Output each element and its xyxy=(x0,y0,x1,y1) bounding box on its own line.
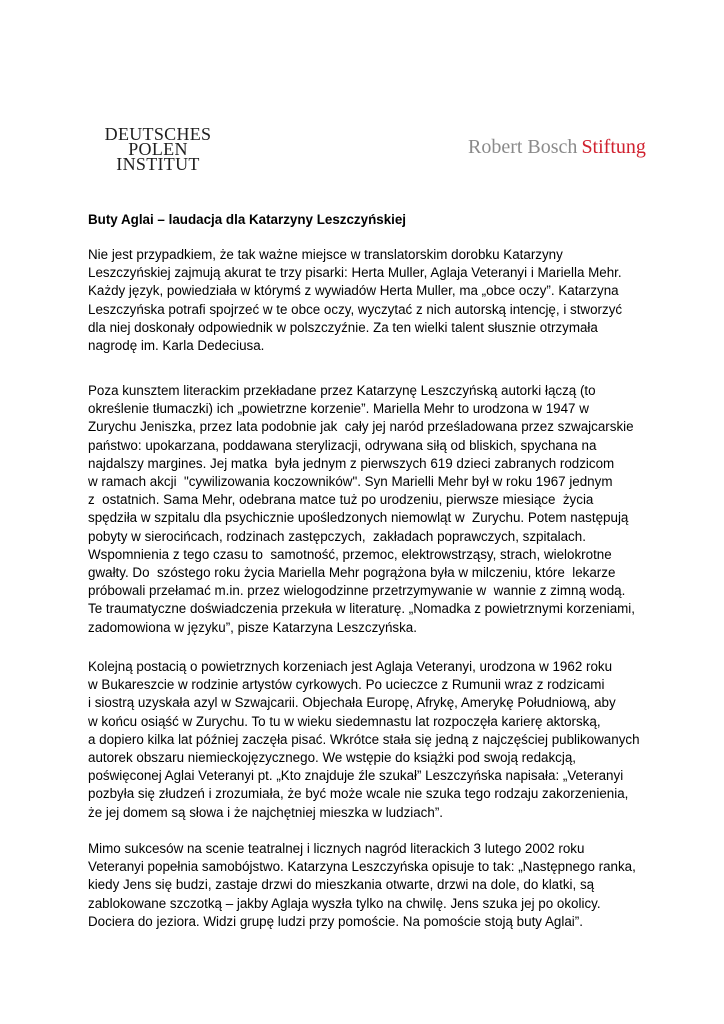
deutsches-polen-institut-logo xyxy=(88,124,228,174)
paragraph-line: poświęconej Aglai Veteranyi pt. „Kto znajduje źle szukał” Leszczyńska napisała: „Veteranyi xyxy=(88,768,624,784)
paragraph-line: Veteranyi popełnia samobójstwo. Katarzyna Leszczyńska opisuje to tak: „Następnego ranka, xyxy=(88,859,636,875)
logo-text-robert-bosch: Robert Bosch xyxy=(468,136,578,158)
paragraph-line: spędziła w szpitalu dla psychicznie upośledzonych niemowląt w Zurychu. Potem następują xyxy=(88,510,629,526)
paragraph-line: Wspomnienia z tego czasu to samotność, przemoc, elektrowstrząsy, strach, wielokrotne xyxy=(88,546,612,562)
paragraph-line: najdalszy margines. Jej matka była jednym z pierwszych 619 dzieci zabranych rodzicom xyxy=(88,455,615,471)
paragraph-line: w ramach akcji "cywilizowania koczowników". Syn Marielli Mehr był w roku 1967 jednym xyxy=(88,474,613,490)
paragraph-line: autorek obszaru niemieckojęzycznego. We wstępie do książki pod swoją redakcją, xyxy=(88,750,577,766)
paragraph-line: próbowali przełamać m.in. przez wielogodzinne przetrzymywanie w wannie z zimną wodą. xyxy=(88,583,626,599)
paragraph-line: nagrodę im. Karla Dedeciusa. xyxy=(88,338,265,354)
paragraph-line: i siostrą uzyskała azyl w Szwajcarii. Objechała Europę, Afrykę, Amerykę Południową, aby xyxy=(88,695,616,711)
document-title: Buty Aglai – laudacja dla Katarzyny Leszczyńskiej xyxy=(88,212,407,227)
logo-line: DEUTSCHES xyxy=(104,124,212,144)
paragraph xyxy=(88,246,622,355)
paragraph-line: kiedy Jens się budzi, zastaje drzwi do mieszkania otwarte, drzwi na dole, do klatki, są xyxy=(88,877,595,893)
paragraph-line: zablokowane szczotką – jakby Aglaja wyszła tylko na chwilę. Jens szuka jej po okolicy. xyxy=(88,895,601,911)
paragraph-line: gwałty. Do szóstego roku życia Mariella Mehr pogrążona była w milczeniu, które lekarze xyxy=(88,565,616,581)
paragraph-line: dla niej doskonały odpowiednik w polszczyźnie. Za ten wielki talent słusznie otrzymała xyxy=(88,319,598,335)
logo-line: POLEN xyxy=(128,139,188,159)
paragraph-line: Zurychu Jeniszka, przez lata podobnie jak cały jej naród prześladowana przez szwajcarskie xyxy=(88,419,634,435)
paragraph xyxy=(88,382,635,637)
paragraph-line: że jej domem są słowa i że najchętniej mieszka w ludziach”. xyxy=(88,804,444,820)
paragraph-line: zadomowiona w języku”, pisze Katarzyna Leszczyńska. xyxy=(88,619,417,635)
paragraph-line: Dociera do jeziora. Widzi grupę ludzi przy pomoście. Na pomoście stoją buty Aglai”. xyxy=(88,913,583,929)
logo-line: INSTITUT xyxy=(116,154,200,174)
paragraph-line: określenie tłumaczki) ich „powietrzne korzenie”. Mariella Mehr to urodzona w 1947 w xyxy=(88,401,589,417)
paragraph-line: a dopiero kilka lat później zaczęła pisać. Wkrótce stała się jedną z najczęściej publikowanych xyxy=(88,731,640,747)
paragraph xyxy=(88,658,640,822)
paragraph-line: Mimo sukcesów na scenie teatralnej i licznych nagród literackich 3 lutego 2002 roku xyxy=(88,841,585,856)
paragraph-line: Każdy język, powiedziała w którymś z wywiadów Herta Muller, ma „obce oczy”. Katarzyna xyxy=(88,283,619,299)
paragraph-line: Kolejną postacią o powietrznych korzeniach jest Aglaja Veteranyi, urodzona w 1962 roku xyxy=(88,659,613,674)
paragraph xyxy=(88,840,636,931)
paragraph-line: w Bukareszcie w rodzinie artystów cyrkowych. Po ucieczce z Rumunii wraz z rodzicami xyxy=(88,677,605,693)
paragraph-line: Te traumatyczne doświadczenia przekuła w literaturę. „Nomadka z powietrznymi korzeniami, xyxy=(88,601,636,617)
paragraph-line: Leszczyńska potrafi spojrzeć w te obce oczy, wyczytać z nich autorską intencję, i stworzyć xyxy=(88,301,623,317)
paragraph-line: Nie jest przypadkiem, że tak ważne miejsce w translatorskim dorobku Katarzyny xyxy=(88,247,563,262)
paragraph-line: w końcu osiąść w Zurychu. To tu w wieku siedemnastu lat rozpoczęła karierę aktorską, xyxy=(88,713,601,729)
paragraph-line: pobyty w sierocińcach, rodzinach zastępczych, zakładach poprawczych, szpitalach. xyxy=(88,528,586,544)
paragraph-line: państwo: upokarzana, poddawana sterylizacji, odrywana siłą od bliskich, spychana na xyxy=(88,437,597,453)
paragraph-line: Poza kunsztem literackim przekładane przez Katarzynę Leszczyńską autorki łączą (to xyxy=(88,383,596,398)
robert-bosch-stiftung-logo xyxy=(468,136,646,159)
paragraph-line: Leszczyńskiej zajmują akurat te trzy pisarki: Herta Muller, Aglaja Veteranyi i Mariella Mehr. xyxy=(88,265,622,281)
paragraph-line: z ostatnich. Sama Mehr, odebrana matce tuż po urodzeniu, pierwsze miesiące życia xyxy=(88,492,594,508)
paragraph-line: pozbyła się złudzeń i zrozumiała, że być może wcale nie szuka tego rodzaju zakorzenienia, xyxy=(88,786,629,802)
logo-text-stiftung: Stiftung xyxy=(581,136,646,158)
